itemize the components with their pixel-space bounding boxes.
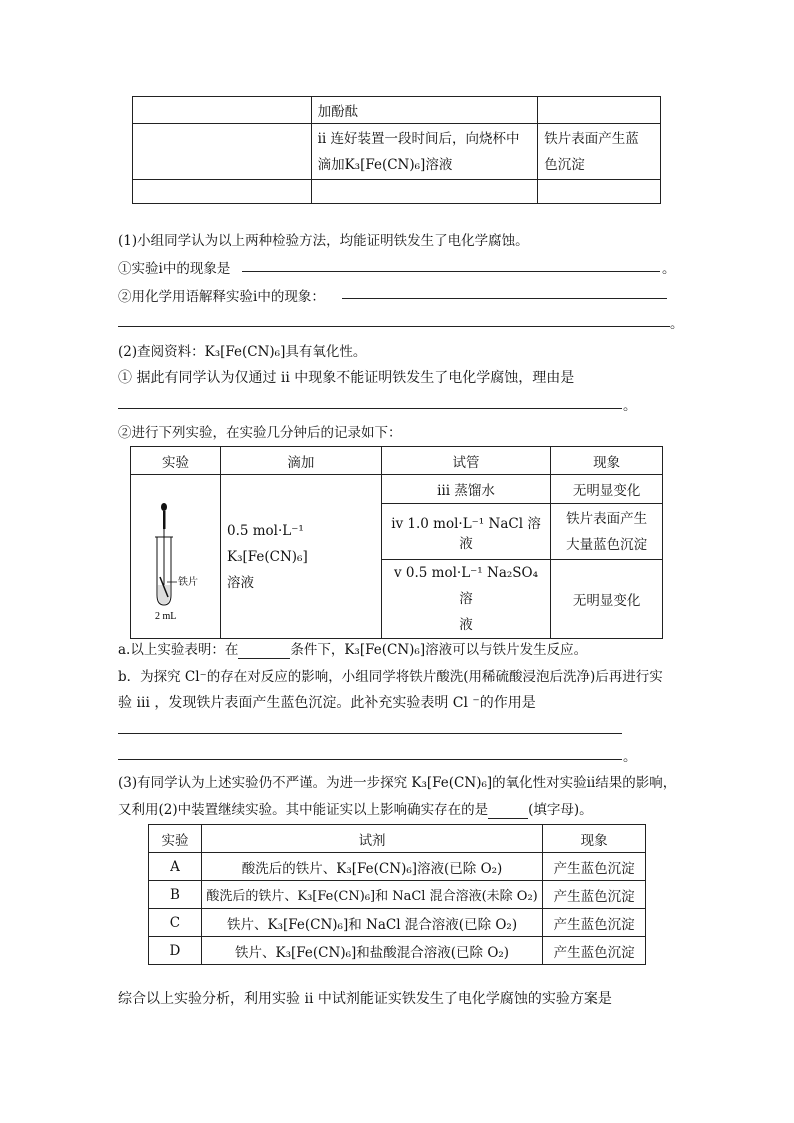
exp-header-tube: 试管 [381,447,551,475]
tube-v-line-1: ⅴ 0.5 mol·L⁻¹ Na₂SO₄ 溶 [394,565,539,607]
q3-row-c-id: C [149,909,202,937]
test-tube-icon [155,537,177,605]
reagent-cell [220,475,381,639]
result-line-1: 铁片表面产生蓝 [544,130,639,147]
q2-part1-answer-line [118,408,622,409]
test-tube-diagram [131,489,219,625]
q2-a-statement [118,638,587,659]
q2-part1-end: 。 [623,398,637,414]
q3-row-b-reagent: 酸洗后的铁片、K₃[Fe(CN)₆]和 NaCl 混合溶液(未除 O₂) [201,881,542,909]
exp-header-experiment: 实验 [131,447,221,475]
q1-part1-answer-line [242,271,660,272]
top-cell-empty-3 [133,124,312,180]
q3-row-d-id: D [149,937,202,965]
q2-b-line-1: b．为探究 Cl⁻的存在对反应的影响，小组同学将铁片酸洗(用稀硫酸浸泡后洗净)后再进行实 [118,669,663,685]
result-iv-line-1: 铁片表面产生 [566,510,648,527]
q1-part2-answer-line-2 [118,326,670,327]
q3-row-d-result: 产生蓝色沉淀 [543,937,646,965]
procedure-line-1: ⅱ 连好装置一段时间后，向烧杯中 [317,130,520,147]
q1-intro: (1)小组同学认为以上两种检验方法，均能证明铁发生了电化学腐蚀。 [118,233,529,249]
top-cell-empty-2 [538,97,661,124]
experiment-table [130,446,663,639]
tube-iv: ⅳ 1.0 mol·L⁻¹ NaCl 溶液 [381,504,551,560]
q3-line-2 [118,798,593,819]
procedure-line-2: 滴加K₃[Fe(CN)₆]溶液 [317,156,453,173]
top-cell-empty-5 [311,180,538,204]
exp-header-phenomenon: 现象 [551,447,663,475]
q2-b-line-2: 验 ⅲ ，发现铁片表面产生蓝色沉淀。此补充实验表明 Cl ⁻的作用是 [118,695,536,711]
q1-part2-answer-line [342,298,667,299]
q3-row-c-result: 产生蓝色沉淀 [543,909,646,937]
result-iv-line-2: 大量蓝色沉淀 [566,536,648,553]
top-cell-empty-4 [133,180,312,204]
q1-part1-end: 。 [662,261,676,277]
q3-line-2-after: (填字母)。 [528,802,593,818]
reagent-line-1: 0.5 mol·L⁻¹ K₃[Fe(CN)₆] [226,522,308,565]
table-row [149,937,646,965]
top-cell-empty-1 [133,97,312,124]
q3-row-b-id: B [149,881,202,909]
q2-b-answer-line-1 [118,733,622,734]
q2-b-end: 。 [623,749,637,765]
q1-part1: ①实验ⅰ中的现象是 [118,261,231,277]
table-row [149,853,646,881]
volume-label: 2 mL [155,610,177,622]
iron-sheet-label: 铁片 [178,576,198,588]
result-line-2: 色沉淀 [544,156,585,173]
table-row [149,909,646,937]
top-cell-result [538,124,661,180]
q2-part2-intro: ②进行下列实验，在实验几分钟后的记录如下： [118,425,402,441]
q3-row-b-result: 产生蓝色沉淀 [543,881,646,909]
table-row [149,881,646,909]
top-table [132,96,661,204]
result-iii: 无明显变化 [551,475,663,504]
q2-a-blank [238,642,290,659]
top-cell-phenolphthalein: 加酚酞 [311,97,538,124]
top-cell-procedure [311,124,538,180]
q3-row-a-id: A [149,853,202,881]
apparatus-cell [131,475,221,639]
top-cell-empty-6 [538,180,661,204]
q3-header-phenomenon: 现象 [543,825,646,853]
q3-blank [488,802,528,819]
dropper-icon [161,503,167,587]
result-v: 无明显变化 [551,560,663,639]
q1-part2: ②用化学用语解释实验ⅰ中的现象： [118,289,325,305]
reagent-line-2: 溶液 [226,574,254,591]
q3-header-reagent: 试剂 [201,825,542,853]
q2-a-after: 条件下，K₃[Fe(CN)₆]溶液可以与铁片发生反应。 [290,642,588,658]
q1-part2-end: 。 [670,316,684,332]
q3-row-d-reagent: 铁片、K₃[Fe(CN)₆]和盐酸混合溶液(已除 O₂) [201,937,542,965]
q3-row-c-reagent: 铁片、K₃[Fe(CN)₆]和 NaCl 混合溶液(已除 O₂) [201,909,542,937]
q3-table [148,824,646,965]
exp-header-drop: 滴加 [220,447,381,475]
q2-intro: (2)查阅资料：K₃[Fe(CN)₆]具有氧化性。 [118,344,367,360]
tube-v-line-2: 液 [459,617,473,633]
tube-iii: ⅲ 蒸馏水 [381,475,551,504]
q3-row-a-result: 产生蓝色沉淀 [543,853,646,881]
q3-row-a-reagent: 酸洗后的铁片、K₃[Fe(CN)₆]溶液(已除 O₂) [201,853,542,881]
result-iv [551,504,663,560]
q2-b-answer-line-2 [118,759,622,760]
tube-v [381,560,551,639]
final-line: 综合以上实验分析，利用实验 ⅱ 中试剂能证实铁发生了电化学腐蚀的实验方案是 [118,991,612,1007]
q3-line-1: (3)有同学认为上述实验仍不严谨。为进一步探究 K₃[Fe(CN)₆]的氧化性对实验ⅱ结果的影响， [118,775,677,791]
q2-part1: ① 据此有同学认为仅通过 ⅱ 中现象不能证明铁发生了电化学腐蚀，理由是 [118,370,575,386]
q3-line-2-before: 又利用(2)中装置继续实验。其中能证实以上影响确实存在的是 [118,802,489,818]
q2-a-before: a.以上实验表明：在 [118,642,239,658]
q3-header-experiment: 实验 [149,825,202,853]
